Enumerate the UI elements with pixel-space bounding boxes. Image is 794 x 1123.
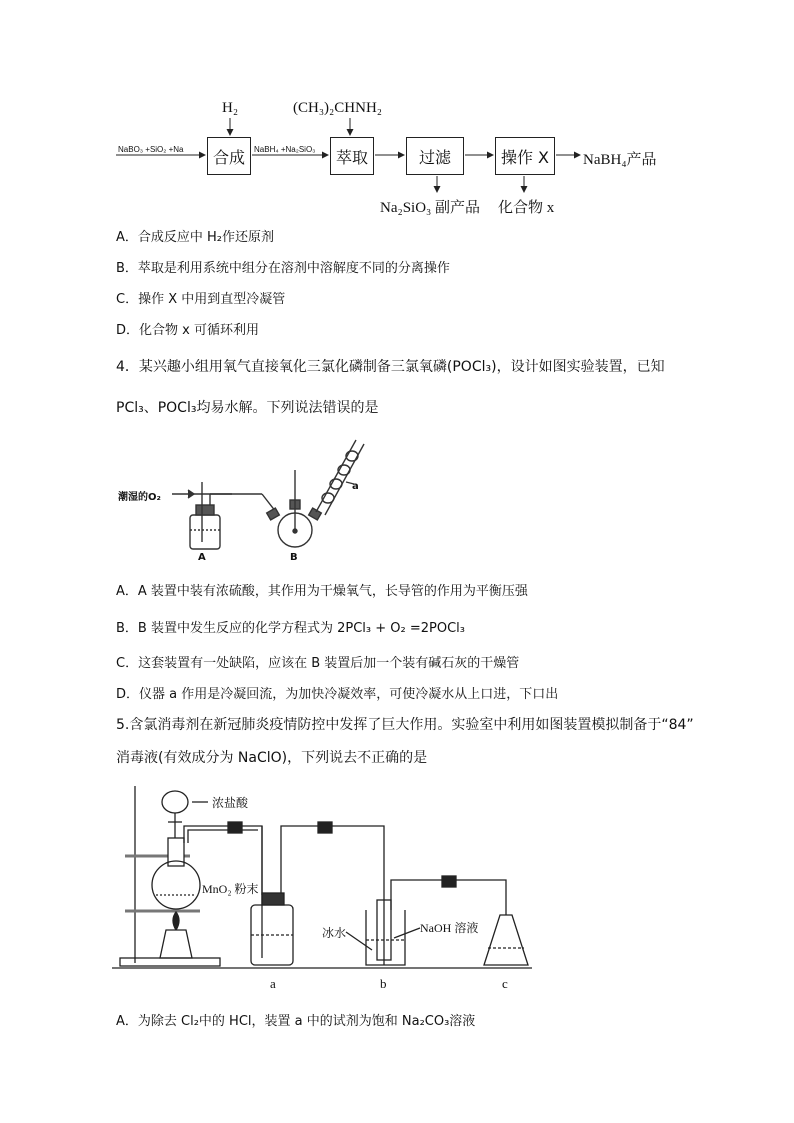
- flow-mid-label: NaBH₄ +Na₂SiO₃: [254, 145, 316, 154]
- q3-option-c: C．操作 X 中用到直型冷凝管: [116, 292, 286, 307]
- q5-fig-ice-label: 冰水: [322, 926, 347, 940]
- flow-product-label: NaBH₄产品: [583, 152, 657, 168]
- q4-option-b: B．B 装置中发生反应的化学方程式为 2PCl₃ + O₂ =2POCl₃: [116, 621, 465, 636]
- q4-stem-line2: PCl₃、POCl₃均易水解。下列说法错误的是: [116, 400, 379, 416]
- q4-fig-gas-label: 潮湿的O₂: [118, 492, 161, 503]
- q5-fig-label-a: a: [270, 976, 276, 991]
- q5-fig-label-b: b: [380, 976, 387, 991]
- q4-option-d: D．仪器 a 作用是冷凝回流，为加快冷凝效率，可使冷凝水从上口进，下口出: [116, 687, 559, 702]
- q4-fig-label-a-device: A: [198, 552, 206, 563]
- q5-fig-naoh-label: NaOH 溶液: [420, 921, 479, 935]
- q3-option-b: B．萃取是利用系统中组分在溶剂中溶解度不同的分离操作: [116, 261, 450, 276]
- q4-option-c: C．这套装置有一处缺陷，应该在 B 装置后加一个装有碱石灰的干燥管: [116, 656, 520, 671]
- q5-stem-line2: 消毒液(有效成分为 NaClO)，下列说去不正确的是: [116, 750, 428, 766]
- q4-stem-line1: 4．某兴趣小组用氧气直接氧化三氯化磷制备三氯氧磷(POCl₃)，设计如图实验装置，已知: [116, 359, 665, 375]
- flow-compound-label: 化合物 x: [498, 200, 555, 216]
- q3-option-d: D．化合物 x 可循环利用: [116, 323, 259, 338]
- q4-fig-label-b-device: B: [290, 552, 298, 563]
- flow-box-filtration: 过滤: [406, 137, 464, 175]
- q3-option-a: A．合成反应中 H₂作还原剂: [116, 230, 275, 245]
- q5-fig-mno2-label: MnO₂ 粉末: [202, 882, 259, 896]
- flow-h2-label: H₂: [222, 100, 239, 116]
- q5-fig-hcl-label: 浓盐酸: [212, 796, 249, 810]
- flow-byproduct-label: Na₂SiO₃ 副产品: [380, 200, 481, 216]
- q4-fig-label-condenser: a: [352, 481, 359, 492]
- q5-stem-line1: 5.含氯消毒剂在新冠肺炎疫情防控中发挥了巨大作用。实验室中利用如图装置模拟制备于“84”: [116, 717, 694, 733]
- flow-box-extraction: 萃取: [330, 137, 374, 175]
- q5-fig-label-c: c: [502, 976, 508, 991]
- q5-option-a: A．为除去 Cl₂中的 HCl，装置 a 中的试剂为饱和 Na₂CO₃溶液: [116, 1014, 476, 1029]
- flow-box-operation-x: 操作 X: [495, 137, 555, 175]
- q4-option-a: A．A 装置中装有浓硫酸，其作用为干燥氧气，长导管的作用为平衡压强: [116, 584, 528, 599]
- flow-box-synthesis: 合成: [207, 137, 251, 175]
- flow-input-label: NaBO₃ +SiO₂ +Na: [118, 145, 184, 154]
- flow-amine-label: (CH₃)₂CHNH₂: [293, 100, 383, 116]
